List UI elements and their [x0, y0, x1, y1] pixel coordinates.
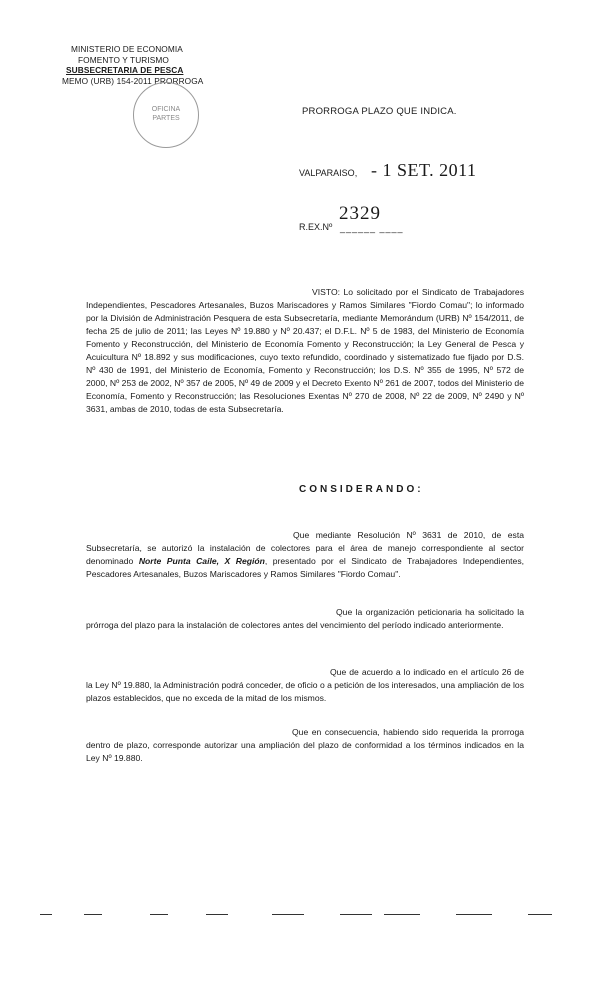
visto-body: Trabajadores Independientes, Pescadores Artesanales, Buzos Mariscadores y Ramos Similares "Fiordo Comau"; lo informado por la División de Administración Pesquera de esta Subsecretaría, mediante Memorándum (URB) Nº 154/2011, de fecha 25 de julio de 2011; las Leyes Nº 19.880 y Nº 20.437; el D.F.L. Nº 5 de 1983, del Ministerio de Economía Fomento y Reconstrucción, del Ministerio de Economía Fomento y Reconstrucción; la Ley General de Pesca y Acuicultura Nº 18.892 y sus modificaciones, cuyo texto refundido, coordinado y sistematizado fue fijado por D.S. Nº 430 de 1991, del Ministerio de Economía, Fomento y Reconstrucción; los D.S. Nº 355 de 1995, Nº 572 de 2000, Nº 253 de 2002, Nº 357 de 2005, Nº 49 de 2009 y el Decreto Exento Nº 261 de 2007, todos del Ministerio de Economía, Fomento y Reconstrucción; las Resoluciones Exentas Nº 270 de 2008, Nº 22 de 2009, Nº 2490 y Nº 3631, ambas de 2010, todas de esta Subsecretaría.: [86, 287, 524, 414]
p1-first-line: Que mediante Resolución Nº 3631 de 2010, de esta: [293, 530, 524, 540]
resolution-number: 2329: [339, 203, 381, 224]
footer-dash: [340, 914, 372, 915]
p4-first-line: Que en consecuencia, habiendo sido requerida la: [292, 727, 488, 737]
office-stamp: [133, 82, 199, 148]
footer-dash: [150, 914, 168, 915]
considerando-paragraph-2: [86, 606, 524, 632]
footer-dash: [84, 914, 102, 915]
resolution-label: R.EX.Nº: [299, 222, 333, 232]
stamp-line-2: PARTES: [152, 115, 180, 122]
visto-first-line: Lo solicitado por el Sindicato de: [343, 287, 471, 297]
header-line-subsecretaria: SUBSECRETARIA DE PESCA: [66, 65, 184, 75]
ministry-header: [62, 44, 232, 86]
p1-body-c: , presentado por el Sindicato de Trabajadores Independientes, Pescadores Artesanales, Buzos Mariscadores y Ramos Similares "Fiordo Comau".: [86, 556, 525, 579]
resolution-blank-line: ______ ____: [340, 223, 404, 233]
p2-body: prórroga del plazo para la instalación de colectores antes del vencimiento del período indicado anteriormente.: [86, 620, 504, 630]
p2-first-line: Que la organización peticionaria ha solicitado la: [336, 607, 524, 617]
considerando-paragraph-4: [86, 726, 524, 765]
footer-dash: [40, 914, 52, 915]
visto-paragraph: [86, 286, 524, 416]
footer-dash: [456, 914, 492, 915]
header-line-fomento: FOMENTO Y TURISMO: [78, 54, 169, 65]
stamp-line-1: OFICINA: [151, 106, 181, 113]
place-label: VALPARAISO,: [299, 168, 358, 178]
visto-lead: VISTO:: [312, 287, 341, 297]
footer-dash: [384, 914, 420, 915]
considerando-heading: CONSIDERANDO:: [299, 484, 424, 495]
header-line-ministry: MINISTERIO DE ECONOMIA: [71, 44, 183, 54]
p1-sector-name: Norte Punta Caile, X Región: [138, 556, 265, 566]
p3-first-line: Que de acuerdo a lo indicado en el artículo 26 de la: [86, 667, 524, 690]
document-title: PRORROGA PLAZO QUE INDICA.: [302, 106, 457, 117]
footer-dash: [206, 914, 228, 915]
footer-dash: [272, 914, 304, 915]
p4-body: prorroga dentro de plazo, corresponde autorizar una ampliación del plazo de conformidad a los términos indicados en la Ley Nº 19.880.: [86, 727, 525, 763]
considerando-paragraph-3: [86, 666, 524, 705]
p3-body: Ley Nº 19.880, la Administración podrá conceder, de oficio o a petición de los interesados, una ampliación de los plazos establecidos, que no exceda de la mitad de los mismos.: [86, 680, 525, 703]
document-date: - 1 SET. 2011: [371, 160, 477, 180]
considerando-paragraph-1: [86, 529, 524, 581]
footer-dash: [528, 914, 552, 915]
p1-body-a: Subsecretaría, se autorizó la instalación de colectores para el área de manejo correspondiente al sector denominado: [86, 543, 524, 566]
header-line-memo: MEMO (URB) 154-2011 PRORROGA: [62, 75, 204, 86]
